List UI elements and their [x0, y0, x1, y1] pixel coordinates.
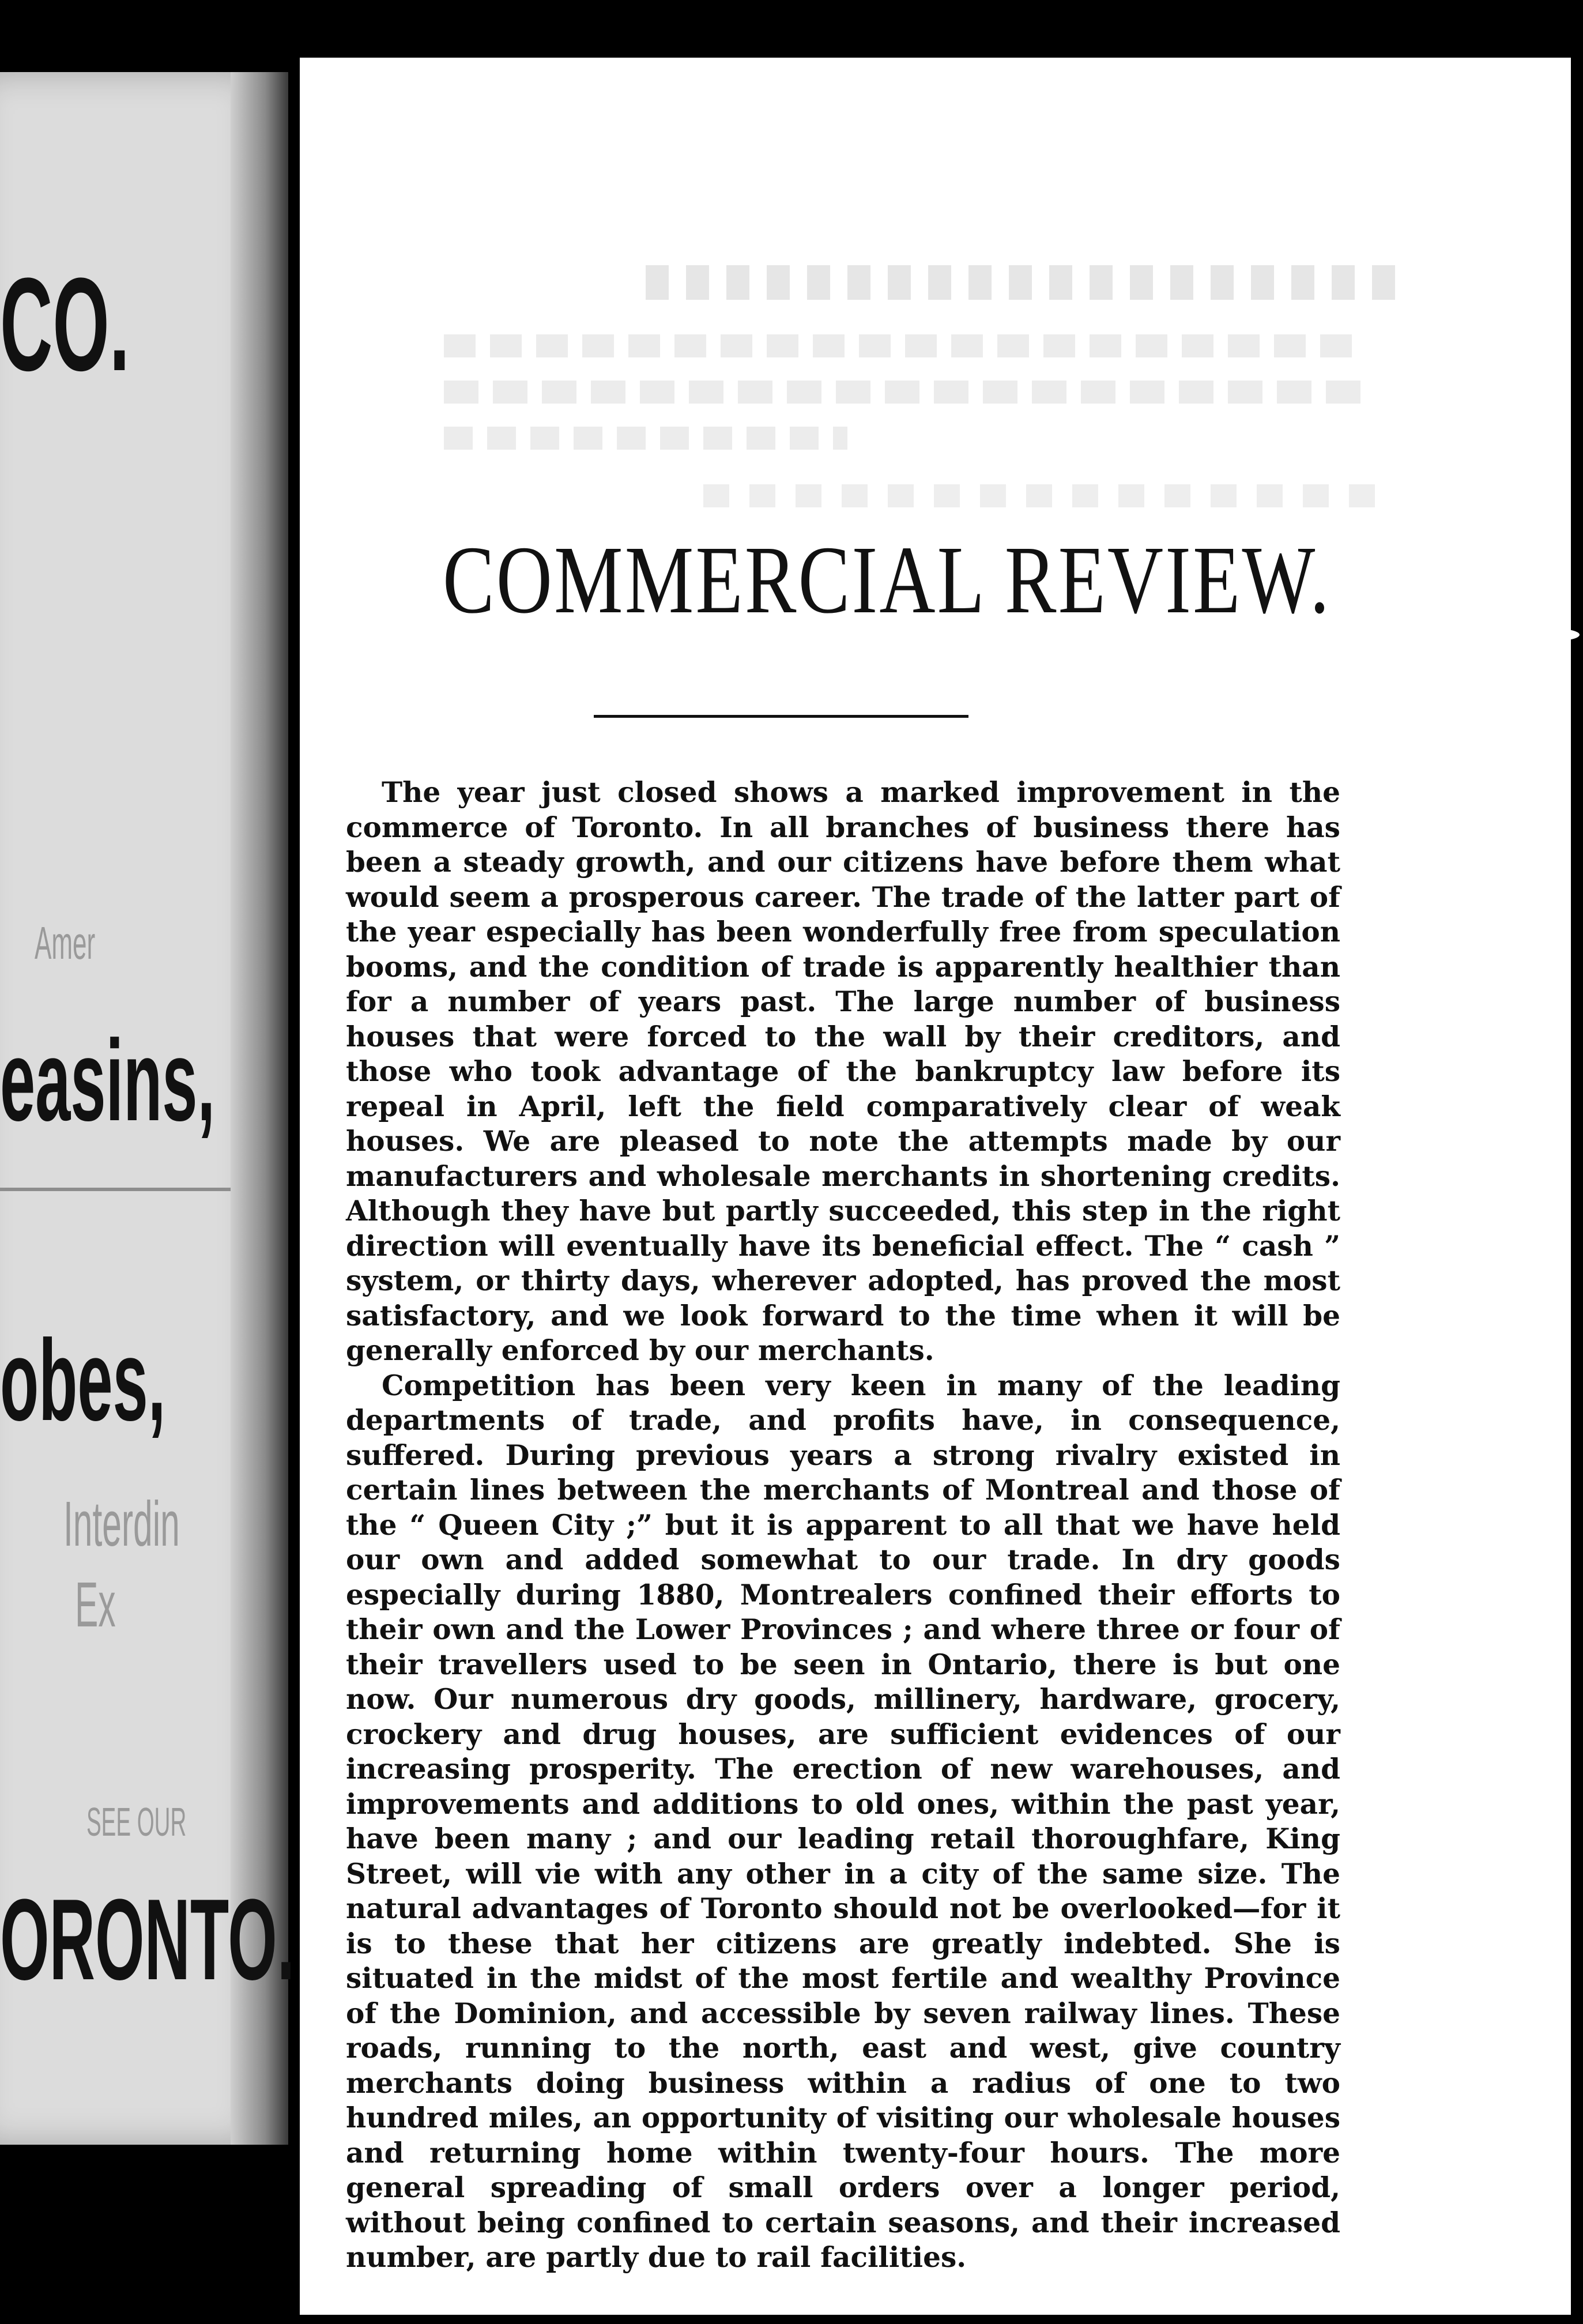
title-divider: [594, 715, 968, 718]
scan-speck: [1268, 2208, 1309, 2235]
left-ad-fragment-co: CO.: [0, 250, 130, 398]
scan-speck: [1528, 628, 1580, 641]
left-ad-fragment-interdin: Interdin: [63, 1489, 180, 1560]
left-ad-fragment-oronto: ORONTO.: [0, 1875, 295, 2004]
book-spine: [231, 72, 288, 2145]
article-body: [346, 775, 1340, 2276]
left-ad-fragment-obes: obes,: [0, 1316, 166, 1445]
page-title: COMMERCIAL REVIEW.: [443, 526, 1331, 634]
review-page: [300, 58, 1571, 2315]
paragraph-1: The year just closed shows a marked improvement in the commerce of Toronto. In all branches of business there has been a steady growth, and our citizens have before them what would seem a prosperous career. The trade of the latter part of the year especially has been wonderfully free from speculation booms, and the condition of trade is apparently healthier than for a number of years past. The large number of business houses that were forced to the wall by their creditors, and those who took advantage of the bankruptcy law before its repeal in April, left the field comparatively clear of weak houses. We are pleased to note the attempts made by our manufacturers and wholesale merchants in shortening credits. Although they have but partly succeeded, this step in the right direction will eventually have its beneficial effect. The “ cash ” system, or thirty days, wherever adopted, has proved the most satisfactory, and we look forward to the time when it will be generally enforced by our merchants.: [346, 776, 1340, 1367]
left-ad-fragment-amer: Amer: [35, 917, 96, 969]
paragraph-2: Competition has been very keen in many of the leading departments of trade, and profits have, in consequence, suffered. During previous years a strong rivalry existed in certain lines between the merchants of Montreal and those of the “ Queen City ;” but it is apparent to all that we have held our own and added somewhat to our trade. In dry goods especially during 1880, Montrealers confined their efforts to their own and the Lower Provinces ; and where three or four of their travellers used to be seen in Ontario, there is but one now. Our numerous dry goods, millinery, hardware, grocery, crockery and drug houses, are sufficient evidences of our increasing prosperity. The erection of new warehouses, and improvements and additions to old ones, within the past year, have been many ; and our leading retail thoroughfare, King Street, will vie with any other in a city of the same size. The natural advantages of Toronto should not be overlooked—for it is to these that her citizens are greatly indebted. She is situated in the midst of the most fertile and wealthy Province of the Dominion, and accessible by seven railway lines. These roads, running to the north, east and west, give country merchants doing business within a radius of one to two hundred miles, an opportunity of visiting our wholesale houses and returning home within twenty-four hours. The more general spreading of small orders over a longer period, without being confined to certain seasons, and their increased number, are partly due to rail facilities.: [346, 1369, 1340, 2274]
left-ad-fragment-easins: easins,: [0, 1016, 216, 1145]
left-ad-fragment-ex: Ex: [75, 1569, 116, 1640]
left-ad-divider: [0, 1188, 231, 1191]
left-ad-fragment-see-our: SEE OUR: [86, 1799, 187, 1844]
